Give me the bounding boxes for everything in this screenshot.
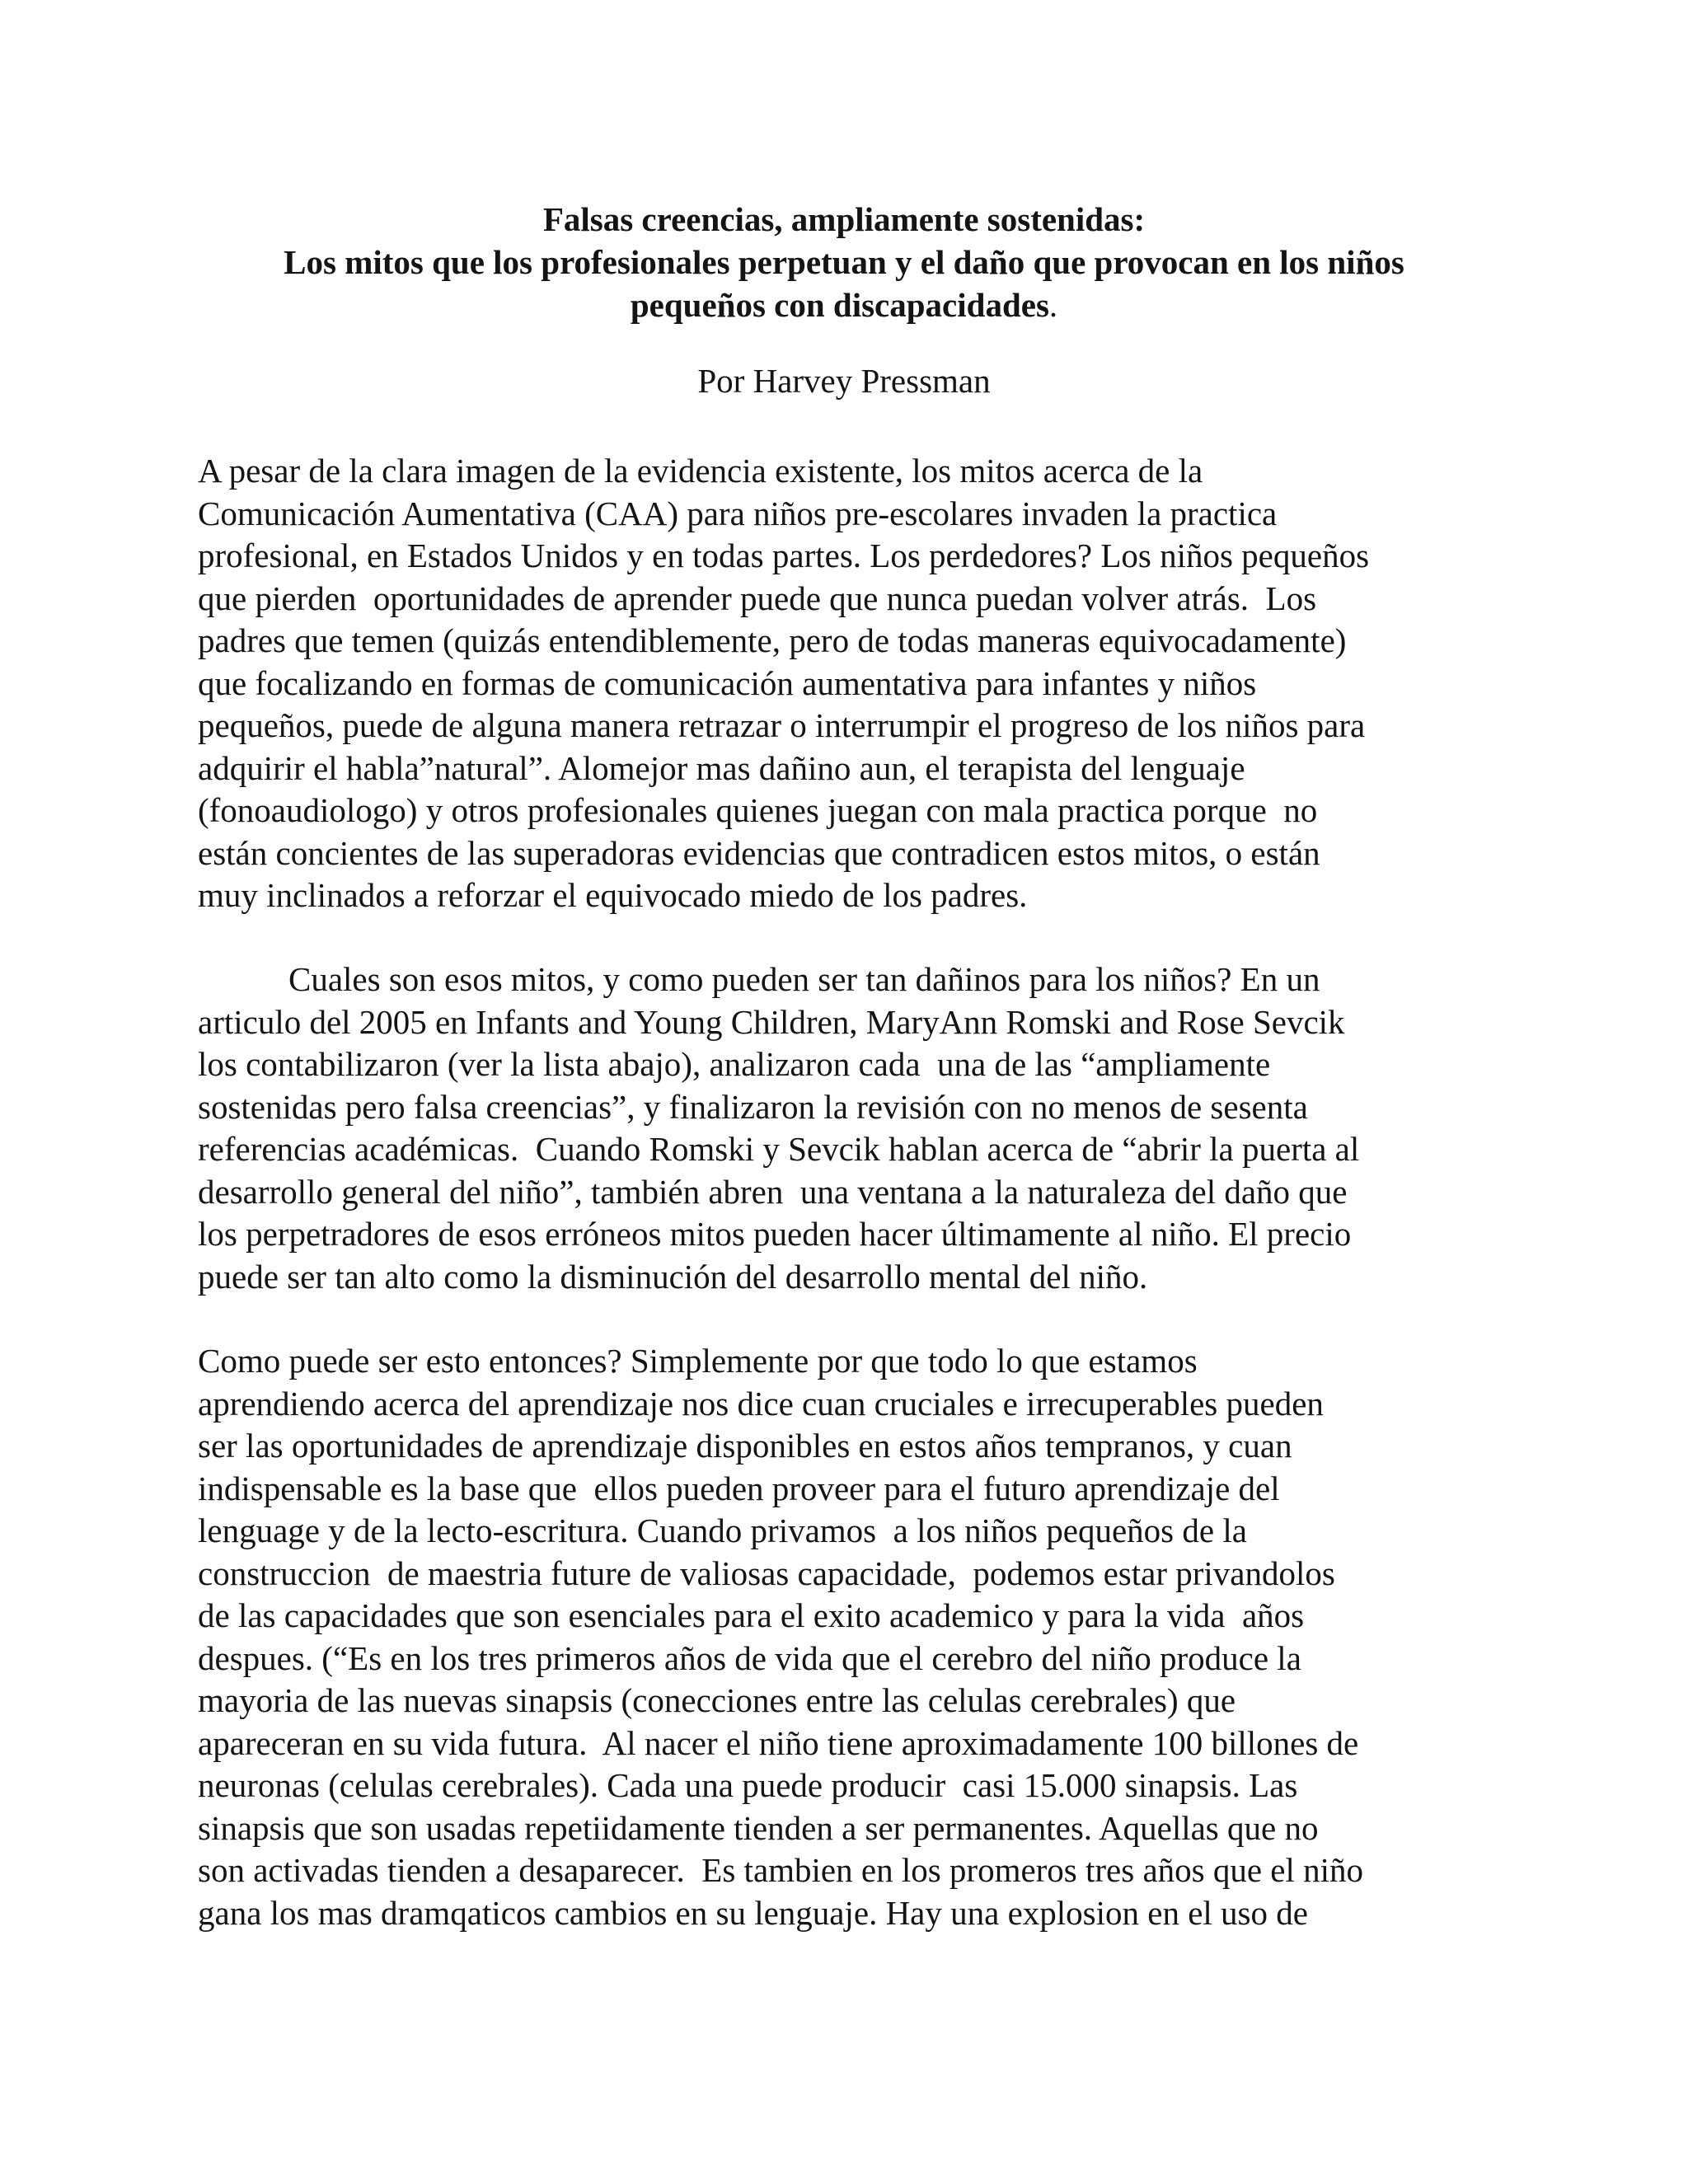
paragraph-1 (198, 450, 1533, 917)
text-line: lenguage y de la lecto-escritura. Cuando privamos a los niños pequeños de la (198, 1511, 1247, 1549)
paragraph-2 (198, 958, 1533, 1298)
text-line: son activadas tienden a desaparecer. Es tambien en los promeros tres años que el niño (198, 1851, 1364, 1889)
text-line: indispensable es la base que ellos pueden proveer para el futuro aprendizaje del (198, 1469, 1280, 1507)
text-line: padres que temen (quizás entendiblemente, pero de todas maneras equivocadamente) (198, 621, 1347, 659)
text-line: referencias académicas. Cuando Romski y Sevcik hablan acerca de “abrir la puerta al (198, 1130, 1360, 1168)
text-line: gana los mas dramqaticos cambios en su lenguaje. Hay una explosion en el uso de (198, 1893, 1308, 1932)
text-line: Comunicación Aumentativa (CAA) para niños pre-escolares invaden la practica (198, 494, 1278, 532)
text-line: mayoria de las nuevas sinapsis (conecciones entre las celulas cerebrales) que (198, 1681, 1236, 1719)
text-line: puede ser tan alto como la disminución del desarrollo mental del niño. (198, 1257, 1148, 1296)
text-line: sostenidas pero falsa creencias”, y finalizaron la revisión con no menos de sesenta (198, 1087, 1308, 1126)
text-line: Cuales son esos mitos, y como pueden ser tan dañinos para los niños? En un (288, 960, 1320, 998)
title-line: Falsas creencias, ampliamente sostenidas: (542, 200, 1146, 238)
title-line: Los mitos que los profesionales perpetuan y el daño que provocan en los niños (284, 243, 1404, 281)
paragraph-3 (198, 1340, 1533, 1934)
text-line: apareceran en su vida futura. Al nacer el niño tiene aproximadamente 100 billones de (198, 1723, 1359, 1762)
text-line: los perpetradores de esos erróneos mitos pueden hacer últimamente al niño. El precio (198, 1215, 1352, 1253)
text-line: están concientes de las superadoras evidencias que contradicen estos mitos, o están (198, 833, 1320, 872)
text-line: muy inclinados a reforzar el equivocado miedo de los padres. (198, 876, 1028, 914)
text-line: los contabilizaron (ver la lista abajo), analizaron cada una de las “ampliamente (198, 1045, 1271, 1083)
text-line: despues. (“Es en los tres primeros años de vida que el cerebro del niño produce la (198, 1638, 1301, 1677)
text-line: A pesar de la clara imagen de la evidencia existente, los mitos acerca de la (198, 452, 1203, 490)
title-period: . (1048, 286, 1058, 324)
text-line: adquirir el habla”natural”. Alomejor mas dañino aun, el terapista del lenguaje (198, 748, 1245, 787)
text-line: que focalizando en formas de comunicación aumentativa para infantes y niños (198, 663, 1257, 702)
author-byline: Por Harvey Pressman (697, 362, 991, 400)
title-line (165, 284, 1523, 326)
text-line: pequeños, puede de alguna manera retrazar o interrumpir el progreso de los niños para (198, 706, 1366, 744)
text-line: ser las oportunidades de aprendizaje disponibles en estos años tempranos, y cuan (198, 1427, 1292, 1465)
text-line: profesional, en Estados Unidos y en todas partes. Los perdedores? Los niños pequeños (198, 537, 1370, 574)
text-line: Como puede ser esto entonces? Simplemente por que todo lo que estamos (198, 1342, 1198, 1380)
text-line: (fonoaudiologo) y otros profesionales quienes juegan con mala practica porque no (198, 791, 1318, 829)
text-line: aprendiendo acerca del aprendizaje nos dice cuan cruciales e irrecuperables pueden (198, 1384, 1324, 1422)
text-line: sinapsis que son usadas repetiidamente tienden a ser permanentes. Aquellas que no (198, 1808, 1319, 1847)
document-title (165, 198, 1523, 326)
text-line: desarrollo general del niño”, también abren una ventana a la naturaleza del daño que (198, 1172, 1348, 1211)
text-line: que pierden oportunidades de aprender puede que nunca puedan volver atrás. Los (198, 579, 1317, 617)
text-line: neuronas (celulas cerebrales). Cada una puede producir casi 15.000 sinapsis. Las (198, 1766, 1298, 1804)
title-line-text: pequeños con discapacidades (630, 286, 1049, 324)
text-line: construccion de maestria future de valiosas capacidade, podemos estar privandolos (198, 1554, 1335, 1592)
text-line: de las capacidades que son esenciales para el exito academico y para la vida años (198, 1596, 1305, 1634)
text-line: articulo del 2005 en Infants and Young Children, MaryAnn Romski and Rose Sevcik (198, 1002, 1345, 1041)
